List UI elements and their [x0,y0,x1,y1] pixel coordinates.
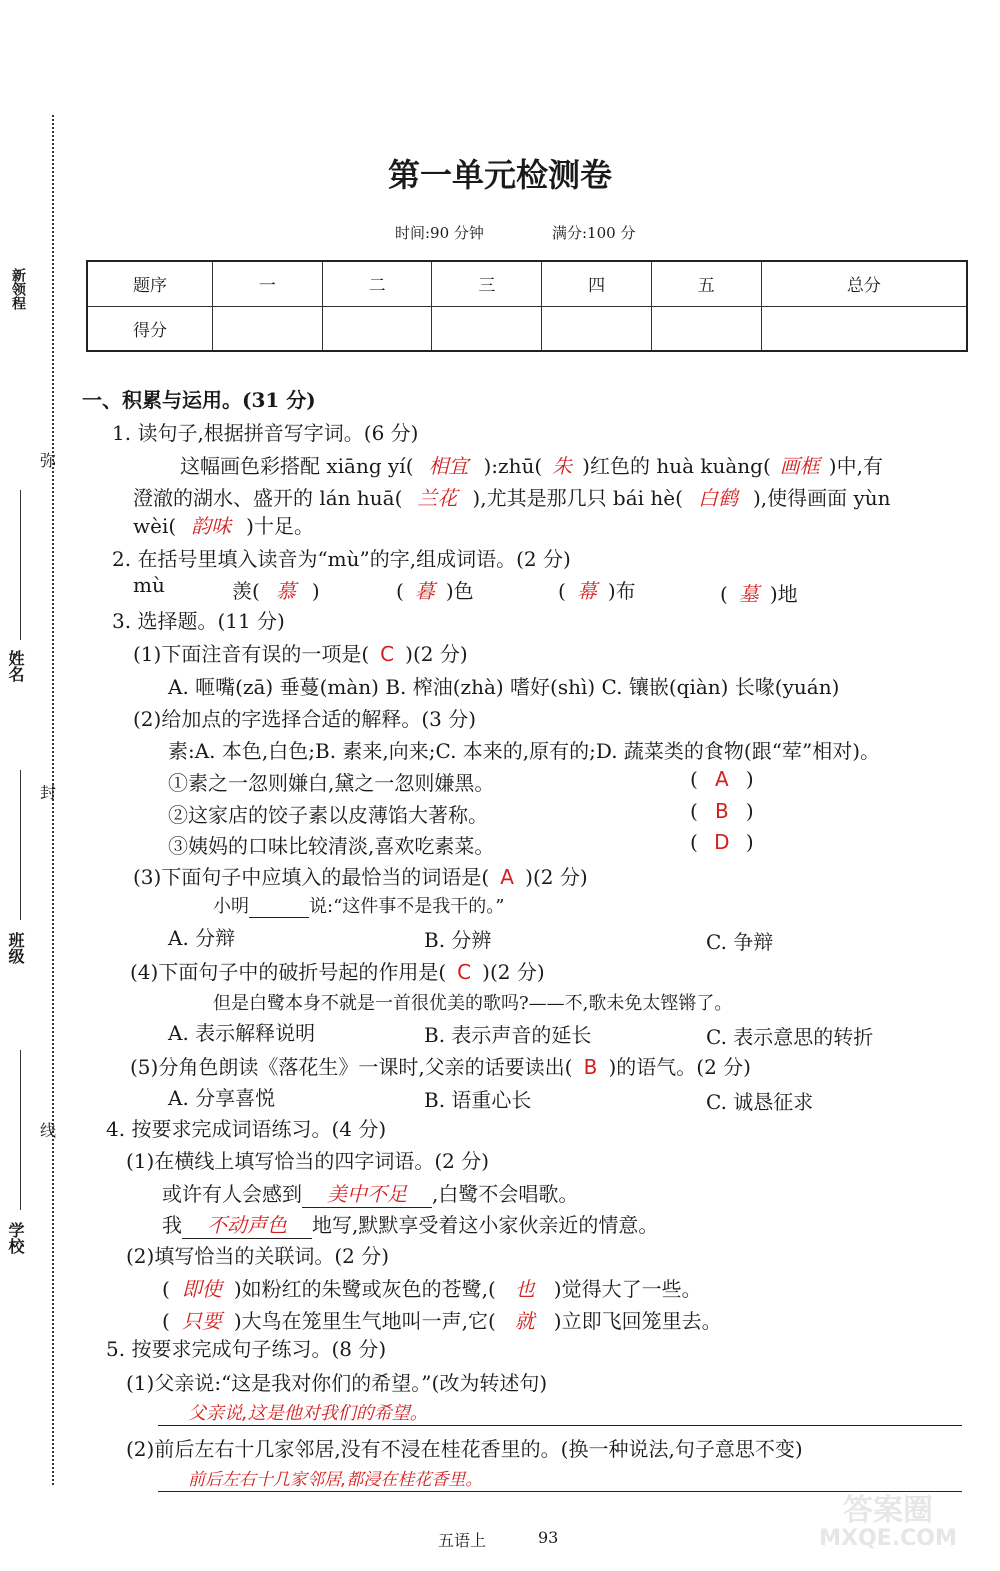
label-school: 学校 [6,1222,25,1254]
watermark [798,1493,978,1557]
score-row [87,306,967,351]
score-header-cell: 四 [542,261,652,306]
q3-sub1 [133,638,468,667]
answer: A [714,767,729,791]
q3-sub3-option-b: B. 分辨 [424,928,492,952]
text: (1)下面注音有误的一项是( [133,642,370,666]
q5-sub2: (2)前后左右十几家邻居,没有不浸在桂花香里的。(换一种说法,句子意思不变) [126,1437,803,1461]
answer: 也 [514,1277,535,1301]
full-score: 满分:100 分 [552,224,636,242]
q4-sub2: (2)填写恰当的关联词。(2 分) [126,1244,390,1268]
answer: 只要 [181,1309,222,1333]
q5-title: 5. 按要求完成句子练习。(8 分) [106,1337,387,1361]
q3-sub3-sentence [213,892,504,918]
text: ( [162,1277,170,1301]
page-title: 第一单元检测卷 [387,156,612,194]
text: 我 [162,1213,182,1237]
q3-sub2-answer3: ( D ) [690,830,754,854]
text: )地 [769,582,798,606]
q1-line1 [180,450,883,479]
score-row-label: 得分 [87,306,213,351]
q3-sub5-option-a: A. 分享喜悦 [168,1086,276,1110]
q4-sub2-line1 [162,1273,702,1302]
q3-sub3 [133,861,588,890]
binding-feng: 封 [40,783,57,802]
q4-sub1-line1 [162,1178,578,1208]
answer: A [500,865,514,889]
q2-pinyin: mù [133,573,165,597]
text: (3)下面句子中应填入的最恰当的词语是( [133,865,490,889]
text: 地写,默默享受着这小家伙亲近的情意。 [312,1213,659,1237]
q1-line2 [133,482,891,511]
text: )(2 分) [405,642,468,666]
school-line [20,1050,21,1210]
time-limit: 时间:90 分钟 [395,224,484,242]
answer: 韵味 [191,514,232,538]
q3-sub3-option-a: A. 分辩 [168,926,236,950]
text: )大鸟在笼里生气地叫一声,它( [233,1309,496,1333]
text: ),尤其是那几只 bái hè( [472,486,683,510]
score-header-row [87,261,967,306]
q3-sub2: (2)给加点的字选择合适的解释。(3 分) [133,707,477,731]
q3-sub3-option-c: C. 争辩 [706,930,774,954]
score-header-cell: 总分 [761,261,967,306]
q3-sub5-option-c: C. 诚恳征求 [706,1090,814,1114]
q2-item4 [720,578,798,607]
text: 小明 [213,896,249,917]
q3-sub4-option-a: A. 表示解释说明 [168,1021,316,1045]
q3-sub2-answer2: ( B ) [690,799,754,823]
q1-line3 [133,510,314,539]
answer: 朱 [552,454,573,478]
q5-sub1-answer-line [158,1425,962,1426]
answer: C [380,642,395,666]
binding-mi: 弥 [40,451,57,470]
score-header-cell: 五 [651,261,761,306]
answer: 画框 [779,454,820,478]
answer: 美中不足 [302,1178,432,1208]
q3-sub5 [130,1051,751,1080]
q4-sub2-line2 [162,1305,722,1334]
q3-sub2-answer1: ( A ) [690,767,754,791]
blank[interactable] [249,896,309,918]
section-heading: 一、积累与运用。(31 分) [82,388,316,412]
text: 澄澈的湖水、盛开的 lán huā( [133,486,403,510]
text: )觉得大了一些。 [553,1277,702,1301]
footer-label: 五语上 [438,1531,487,1550]
answer: 慕 [275,579,296,603]
text: ( [396,579,404,603]
answer: 兰花 [417,486,458,510]
q3-sub2-item2: ②这家店的饺子素以皮薄馅大著称。 [168,803,488,827]
text: wèi( [133,514,177,538]
q3-sub5-option-b: B. 语重心长 [424,1088,532,1112]
text: )(2 分) [525,865,588,889]
answer: 就 [514,1309,535,1333]
score-cell[interactable] [322,306,432,351]
name-line [20,490,21,640]
watermark-line2: MXQE.COM [819,1526,957,1551]
q5-sub2-answer-line [158,1491,962,1492]
text: )色 [445,579,474,603]
label-class: 班级 [6,932,25,964]
answer: D [714,830,730,854]
q3-sub2-item1: ①素之一忽则嫌白,黛之一忽则嫌黑。 [168,771,495,795]
score-table [86,260,968,352]
score-cell[interactable] [542,306,652,351]
text: )布 [607,579,636,603]
text: 或许有人会感到 [162,1182,302,1206]
q3-sub2-item3: ③姨妈的口味比较清淡,喜欢吃素菜。 [168,834,495,858]
score-cell[interactable] [651,306,761,351]
text: )十足。 [246,514,314,538]
text: 说:“这件事不是我干的。” [309,896,505,917]
text: (4)下面句子中的破折号起的作用是( [130,960,447,984]
q3-sub4-sentence: 但是白鹭本身不就是一首很优美的歌吗?——不,歌未免太铿锵了。 [213,993,733,1014]
text: ( [558,579,566,603]
binding-xian: 线 [40,1121,57,1140]
text: (5)分角色朗读《落花生》一课时,父亲的话要读出( [130,1055,573,1079]
text: ( [720,582,728,606]
score-header-cell: 三 [432,261,542,306]
q2-item3 [558,575,636,604]
text: )的语气。(2 分) [608,1055,751,1079]
score-header-cell: 一 [213,261,323,306]
answer: C [457,960,472,984]
text: )红色的 huà kuàng( [582,454,771,478]
q3-sub2-definition: 素:A. 本色,白色;B. 素来,向来;C. 本来的,原有的;D. 蔬菜类的食物(跟“荤”相对)。 [168,739,880,763]
answer: 幕 [576,579,597,603]
answer: 墓 [738,582,759,606]
q3-sub4-option-b: B. 表示声音的延长 [424,1023,592,1047]
q5-sub2-answer: 前后左右十几家邻居,都浸在桂花香里。 [188,1470,483,1490]
q2-item2 [396,575,474,604]
text: ( [162,1309,170,1333]
answer: B [714,799,729,823]
q3-sub4-option-c: C. 表示意思的转折 [706,1025,874,1049]
text: ):zhū( [483,454,543,478]
q3-title: 3. 选择题。(11 分) [112,609,285,633]
score-header-cell: 二 [322,261,432,306]
q3-sub4 [130,956,545,985]
q4-sub1: (1)在横线上填写恰当的四字词语。(2 分) [126,1149,490,1173]
q1-title: 1. 读句子,根据拼音写字词。(6 分) [112,421,419,445]
q2-item1 [232,575,320,604]
answer: 相宜 [428,454,469,478]
q4-title: 4. 按要求完成词语练习。(4 分) [106,1117,387,1141]
text: )(2 分) [482,960,545,984]
text: ),使得画面 yùn [752,486,891,510]
score-header-cell: 题序 [87,261,213,306]
class-line [20,770,21,920]
answer: B [583,1055,598,1079]
q4-sub1-line2 [162,1209,658,1239]
q5-sub1: (1)父亲说:“这是我对你们的希望。”(改为转述句) [126,1371,548,1395]
text: ,白鹭不会唱歌。 [432,1182,579,1206]
text: ) [311,579,320,603]
answer: 暮 [414,579,435,603]
watermark-line1: 答案圈 [843,1493,933,1528]
page-number: 93 [538,1528,559,1547]
text: )中,有 [828,454,883,478]
q5-sub1-answer: 父亲说,这是他对我们的希望。 [188,1403,428,1424]
score-cell[interactable] [432,306,542,351]
q2-title: 2. 在括号里填入读音为“mù”的字,组成词语。(2 分) [112,547,571,571]
q3-sub1-options: A. 咂嘴(zā) 垂蔓(màn) B. 榨油(zhà) 嗜好(shì) C. 镶嵌(qiàn) 长喙(yuán) [168,675,840,699]
label-name: 姓名 [6,650,25,682]
text: 这幅画色彩搭配 xiāng yí( [180,454,414,478]
answer: 不动声色 [182,1209,312,1239]
score-cell[interactable] [213,306,323,351]
text: )如粉红的朱鹭或灰色的苍鹭,( [233,1277,496,1301]
score-cell[interactable] [761,306,967,351]
answer: 即使 [181,1277,222,1301]
brand-logo: 新领程 [10,268,26,310]
answer: 白鹤 [697,486,738,510]
text: 羡( [232,579,260,603]
text: )立即飞回笼里去。 [553,1309,722,1333]
